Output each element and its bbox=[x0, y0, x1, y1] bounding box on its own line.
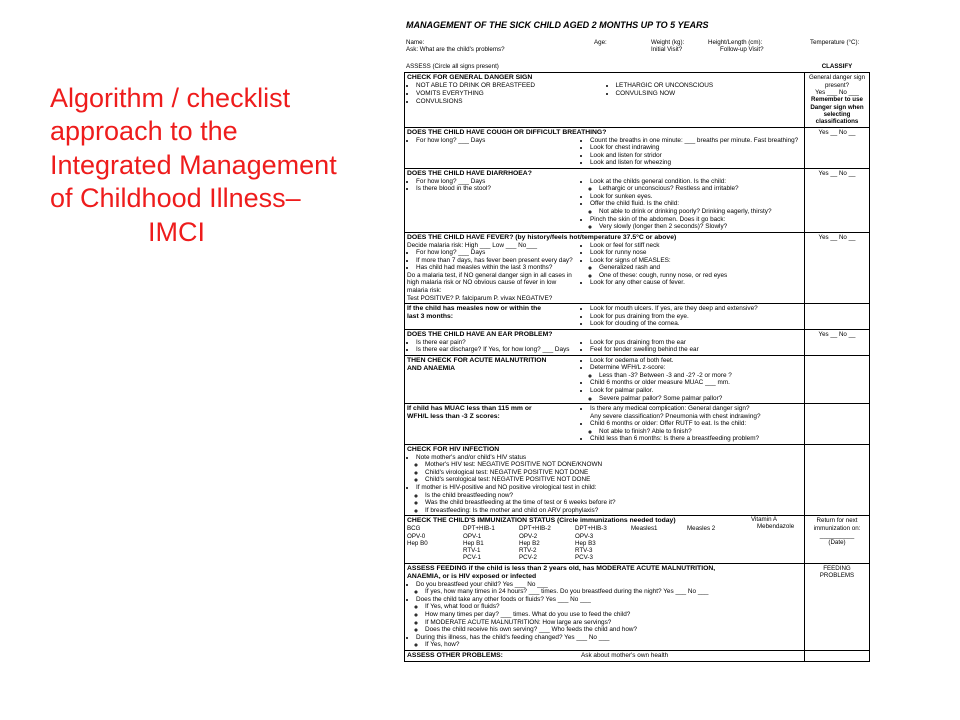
sign-text: Pinch the skin of the abdomen. Does it go back: bbox=[590, 215, 726, 223]
vaccine-label: OPV-3 bbox=[575, 532, 594, 540]
sign-item: • Look for pus draining from the eye. bbox=[590, 313, 802, 321]
sign-text: Do you breastfeed your child? Yes ___ No ___ bbox=[416, 580, 548, 588]
vaccine-label: Hep B2 bbox=[519, 539, 540, 547]
classify-label: CLASSIFY bbox=[821, 63, 853, 71]
vaccine-label: Hep B0 bbox=[407, 539, 428, 547]
fever-section bbox=[405, 232, 870, 303]
vaccine-label: BCG bbox=[407, 525, 421, 533]
sign-text: Any severe classification? Pneumonia with chest indrawing? bbox=[590, 412, 761, 420]
vaccine-label: Hep B1 bbox=[463, 539, 484, 547]
sign-item bbox=[416, 454, 802, 484]
sign-item: • CONVULSIONS bbox=[416, 98, 603, 106]
sign-subitem: ◦ Child's virological test: NEGATIVE POSITIVE NOT DONE bbox=[425, 469, 802, 477]
immunization-section bbox=[405, 516, 870, 564]
assess-label: ASSESS (Circle all signs present) bbox=[406, 63, 499, 71]
section-title: ASSESS OTHER PROBLEMS: bbox=[407, 651, 503, 659]
sign-item bbox=[416, 581, 802, 596]
sign-subitem: ◦ Less than -3? Between -3 and -2? -2 or more ? bbox=[599, 372, 802, 380]
sign-item: • Look for mouth ulcers. If yes, are they deep and extensive? bbox=[590, 305, 802, 313]
sign-item: • Count the breaths in one minute: ___ breaths per minute. Fast breathing? bbox=[590, 137, 802, 145]
sign-text: Ask about mother's own health bbox=[581, 651, 669, 659]
sign-item: • Is there any medical complication: General danger sign? bbox=[590, 405, 802, 413]
classify-note: Remember to use Danger sign when selecting classifications bbox=[810, 96, 864, 126]
sign-subitem: ◦ Does the child receive his own serving? ___ Who feeds the child and how? bbox=[425, 626, 802, 634]
sign-text: During this illness, has the child's feeding changed? Yes ___ No ___ bbox=[416, 633, 610, 641]
malaria-test-text: Do a malaria test, if NO general danger sign in all cases in high malaria risk or NO obvious cause of fever in low malaria risk: bbox=[407, 271, 572, 294]
sign-item: • Look for clouding of the cornea. bbox=[590, 320, 802, 328]
classify-cell bbox=[805, 304, 870, 330]
sign-subitem: ◦ Generalized rash and bbox=[599, 264, 802, 272]
sign-subitem: ◦ If yes, how many times in 24 hours? ___ times. Do you breastfeed during the night? Yes ___ No ___ bbox=[425, 588, 802, 596]
sign-item: • NOT ABLE TO DRINK OR BREASTFEED bbox=[416, 82, 603, 90]
classify-cell bbox=[805, 355, 870, 403]
sign-item bbox=[590, 178, 802, 193]
section-title: CHECK FOR HIV INFECTION bbox=[407, 445, 500, 453]
sign-item: • Look for oedema of both feet. bbox=[590, 357, 802, 365]
section-title: WFH/L less than -3 Z scores: bbox=[407, 413, 500, 421]
sign-item: • Look and listen for stridor bbox=[590, 152, 802, 160]
classify-cell bbox=[805, 650, 870, 661]
sign-text: Determine WFH/L z-score: bbox=[590, 364, 666, 372]
malnutrition-section bbox=[405, 355, 870, 403]
form-title: MANAGEMENT OF THE SICK CHILD AGED 2 MONTHS UP TO 5 YEARS bbox=[406, 20, 709, 30]
danger-sign-section bbox=[405, 73, 870, 127]
sign-text: Note mother's and/or child's HIV status bbox=[416, 453, 527, 461]
vaccine-label: DPT+HIB-1 bbox=[463, 525, 495, 533]
sign-item: • Look for sunken eyes. bbox=[590, 193, 802, 201]
sign-subitem: ◦ Was the child breastfeeding at the time of test or 6 weeks before it? bbox=[425, 499, 802, 507]
vaccine-label: Measles 2 bbox=[687, 525, 716, 533]
sign-subitem: ◦ Is the child breastfeeding now? bbox=[425, 492, 802, 500]
slide-title-line: approach to the bbox=[50, 116, 238, 147]
sign-item bbox=[590, 257, 802, 280]
section-title: If the child has measles now or within the bbox=[407, 305, 542, 313]
height-field-label: Height/Length (cm): bbox=[708, 38, 763, 46]
mebendazole-label: Mebendazole bbox=[757, 523, 795, 531]
section-title: If child has MUAC less than 115 mm or bbox=[407, 405, 532, 413]
section-title: CHECK THE CHILD'S IMMUNIZATION STATUS (Circle immunizations needed today) bbox=[407, 517, 676, 525]
sign-item: • For how long? ___ Days bbox=[416, 178, 577, 186]
sign-subitem: ◦ Not able to drink or drinking poorly? Drinking eagerly, thirsty? bbox=[599, 208, 802, 216]
sign-item bbox=[590, 364, 802, 379]
vaccine-label: DPT+HIB-2 bbox=[519, 525, 551, 533]
sign-item: • If more than 7 days, has fever been present every day? bbox=[416, 257, 577, 265]
sign-subitem: ◦ If MODERATE ACUTE MALNUTRITION: How large are servings? bbox=[425, 619, 802, 627]
initial-visit-label: Initial Visit? bbox=[651, 46, 683, 54]
sign-text: Offer the child fluid. Is the child: bbox=[590, 200, 680, 208]
sign-item: • Is there blood in the stool? bbox=[416, 185, 577, 193]
diarrhoea-section bbox=[405, 168, 870, 232]
vaccine-label: PCV-2 bbox=[519, 554, 537, 562]
form-header bbox=[406, 39, 870, 55]
temperature-field-label: Temperature (°C): bbox=[810, 38, 860, 46]
classify-yes-no: Yes __ No __ bbox=[805, 168, 870, 232]
return-date-label: Return for next immunization on: bbox=[813, 517, 861, 532]
vaccine-label: DPT+HIB-3 bbox=[575, 525, 607, 533]
vaccine-label: RTV-2 bbox=[519, 547, 537, 555]
classify-cell bbox=[805, 73, 870, 127]
sign-text: Does the child take any other foods or fluids? Yes ___ No ___ bbox=[416, 595, 591, 603]
sign-item bbox=[590, 420, 802, 435]
section-title: AND ANAEMIA bbox=[407, 364, 456, 372]
sign-item: • Has child had measles within the last 3 months? bbox=[416, 264, 577, 272]
feeding-section bbox=[405, 563, 870, 650]
muac-section bbox=[405, 404, 870, 445]
sign-subitem: ◦ If Yes, how? bbox=[425, 641, 802, 649]
sign-item: • CONVULSING NOW bbox=[616, 90, 803, 98]
name-field-label: Name: bbox=[406, 38, 425, 46]
cough-section bbox=[405, 127, 870, 168]
immunization-grid bbox=[407, 525, 802, 562]
section-title: CHECK FOR GENERAL DANGER SIGN bbox=[407, 74, 533, 82]
age-field-label: Age: bbox=[594, 38, 607, 46]
sign-item bbox=[416, 596, 802, 634]
classify-cell bbox=[805, 444, 870, 515]
sign-item bbox=[590, 387, 802, 402]
ask-problems-label: Ask: What are the child's problems? bbox=[406, 46, 505, 54]
assessment-table bbox=[404, 72, 870, 661]
sign-item: • Is there ear pain? bbox=[416, 339, 577, 347]
sign-subitem: ◦ If breastfeeding: Is the mother and child on ARV prophylaxis? bbox=[425, 507, 802, 515]
vitamin-a-label: Vitamin A bbox=[751, 515, 778, 523]
vaccine-label: Hep B3 bbox=[575, 539, 596, 547]
sign-item: • Look for pus draining from the ear bbox=[590, 339, 802, 347]
classify-yes-no: Yes __ No __ bbox=[805, 232, 870, 303]
return-date-line: __________ bbox=[819, 531, 855, 539]
sign-subitem: ◦ One of these: cough, runny nose, or red eyes bbox=[599, 272, 802, 280]
sign-item: • VOMITS EVERYTHING bbox=[416, 90, 603, 98]
sign-item bbox=[590, 200, 802, 215]
sign-subitem: ◦ Lethargic or unconscious? Restless and irritable? bbox=[599, 185, 802, 193]
classify-cell bbox=[805, 404, 870, 445]
section-title: DOES THE CHILD HAVE AN EAR PROBLEM? bbox=[407, 330, 553, 338]
classify-cell: FEEDING PROBLEMS bbox=[805, 563, 870, 650]
sign-item bbox=[590, 216, 802, 231]
vaccine-label: OPV-2 bbox=[519, 532, 538, 540]
section-title: DOES THE CHILD HAVE FEVER? (by history/feels hot/temperature 37.5°C or above) bbox=[407, 233, 677, 241]
malaria-risk-text: Decide malaria risk: High ___ Low ___ No___ bbox=[407, 241, 538, 249]
vaccine-label: RTV-1 bbox=[463, 547, 481, 555]
vaccine-label: Measles1 bbox=[631, 525, 658, 533]
weight-field-label: Weight (kg): bbox=[651, 38, 685, 46]
ear-section bbox=[405, 329, 870, 355]
imci-chart-form bbox=[404, 20, 870, 720]
vaccine-label: RTV-3 bbox=[575, 547, 593, 555]
date-caption: (Date) bbox=[828, 539, 846, 547]
sign-text: Child 6 months or older: Offer RUTF to eat. Is the child: bbox=[590, 420, 747, 428]
classify-yes-no: Yes __ No __ bbox=[805, 329, 870, 355]
sign-item: • Is there ear discharge? If Yes, for how long? ___ Days bbox=[416, 346, 577, 354]
slide-title-line: IMCI bbox=[148, 216, 205, 247]
sign-subitem: ◦ If Yes, what food or fluids? bbox=[425, 603, 802, 611]
sign-subitem: ◦ Severe palmar pallor? Some palmar pallor? bbox=[599, 395, 802, 403]
vaccine-label: PCV-3 bbox=[575, 554, 593, 562]
sign-text: Look for palmar pallor. bbox=[590, 386, 654, 394]
hiv-section bbox=[405, 444, 870, 515]
sign-subitem: ◦ Child's serological test: NEGATIVE POSITIVE NOT DONE bbox=[425, 476, 802, 484]
sign-text: Look at the childs general condition. Is the child: bbox=[590, 177, 727, 185]
sign-item: • Child less than 6 months: Is there a breastfeeding problem? bbox=[590, 435, 802, 443]
other-problems-section bbox=[405, 650, 870, 661]
sign-subitem: ◦ Not able to finish? Able to finish? bbox=[599, 428, 802, 436]
classify-yes-no: Yes __ No __ bbox=[805, 127, 870, 168]
slide-title bbox=[50, 82, 380, 249]
slide-title-line: of Childhood Illness– bbox=[50, 183, 301, 214]
assess-classify-header bbox=[404, 63, 870, 70]
sign-item: • Look for chest indrawing bbox=[590, 144, 802, 152]
sign-subitem: ◦ How many times per day? ___ times. What do you use to feed the child? bbox=[425, 611, 802, 619]
sign-item: • For how long? ___ Days bbox=[416, 249, 577, 257]
classify-text: General danger sign present? bbox=[808, 74, 866, 89]
test-result-text: Test POSITIVE? P. falciparum P. vivax NEGATIVE? bbox=[407, 294, 553, 302]
slide-title-line: Algorithm / checklist bbox=[50, 83, 291, 113]
classify-yes-no: Yes ___ No ___ bbox=[815, 89, 859, 97]
section-title: THEN CHECK FOR ACUTE MALNUTRITION bbox=[407, 356, 547, 364]
sign-subitem: ◦ Mother's HIV test: NEGATIVE POSITIVE NOT DONE/KNOWN bbox=[425, 461, 802, 469]
section-title: DOES THE CHILD HAVE DIARRHOEA? bbox=[407, 169, 532, 177]
sign-text: If mother is HIV-positive and NO positive virological test in child: bbox=[416, 484, 597, 492]
sign-item: • For how long? ___ Days bbox=[416, 137, 577, 145]
sign-item: • Feel for tender swelling behind the ear bbox=[590, 346, 802, 354]
sign-subitem: ◦ Very slowly (longer then 2 seconds)? Slowly? bbox=[599, 223, 802, 231]
section-title: ASSESS FEEDING if the child is less than 2 years old, has MODERATE ACUTE MALNUTRITION, bbox=[407, 564, 716, 572]
vaccine-label: PCV-1 bbox=[463, 554, 481, 562]
vaccine-label: OPV-1 bbox=[463, 532, 482, 540]
section-title: last 3 months: bbox=[407, 313, 454, 321]
section-title: DOES THE CHILD HAVE COUGH OR DIFFICULT BREATHING? bbox=[407, 128, 607, 136]
classify-cell bbox=[805, 516, 870, 564]
sign-text: Look for signs of MEASLES: bbox=[590, 256, 671, 264]
vaccine-label: OPV-0 bbox=[407, 532, 426, 540]
slide-title-line: Integrated Management bbox=[50, 149, 337, 180]
sign-item: • Look or feel for stiff neck bbox=[590, 242, 802, 250]
sign-item: • Look for runny nose bbox=[590, 249, 802, 257]
sign-item: • Look for any other cause of fever. bbox=[590, 279, 802, 287]
measles-section bbox=[405, 304, 870, 330]
follow-up-label: Follow-up Visit? bbox=[720, 46, 764, 54]
sign-item: • Look and listen for wheezing bbox=[590, 159, 802, 167]
sign-item: • LETHARGIC OR UNCONSCIOUS bbox=[616, 82, 803, 90]
sign-item bbox=[416, 634, 802, 649]
section-title: ANAEMIA, or is HIV exposed or infected bbox=[407, 572, 537, 580]
sign-item: • Child 6 months or older measure MUAC ___ mm. bbox=[590, 379, 802, 387]
sign-item bbox=[416, 484, 802, 514]
